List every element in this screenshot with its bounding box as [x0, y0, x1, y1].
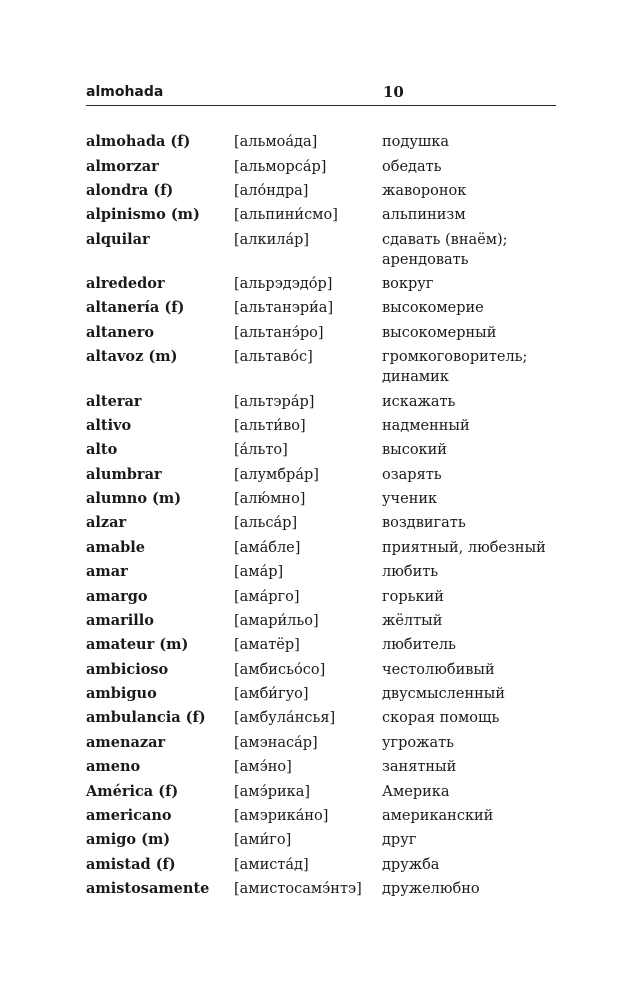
entry-spanish-word: ambicioso	[86, 660, 169, 678]
entry-transcription: [ало́ндра]	[234, 182, 309, 199]
dictionary-entry	[86, 487, 566, 511]
entry-transcription: [амиста́д]	[234, 856, 309, 873]
entry-russian-translation: подушка	[382, 134, 450, 151]
dictionary-entry	[86, 877, 566, 901]
dictionary-entry	[86, 536, 566, 560]
entry-russian-translation: любитель	[382, 637, 456, 654]
entry-transcription: [амби́гуо]	[234, 686, 309, 703]
entry-spanish-word: almohada (f)	[86, 133, 191, 151]
dictionary-entry	[86, 179, 566, 203]
dictionary-entry	[86, 389, 566, 413]
dictionary-entry	[86, 633, 566, 657]
entry-russian-translation: надменный	[382, 417, 470, 434]
entry-transcription: [амистосамэ́нтэ]	[234, 881, 362, 898]
entry-russian-translation: альпинизм	[382, 207, 466, 224]
entry-russian-translation: жёлтый	[382, 612, 443, 629]
entry-spanish-word: ameno	[86, 758, 141, 776]
entry-transcription: [альрэдэдо́р]	[234, 276, 333, 293]
entry-russian-translation: сдавать (внаём); арендовать	[382, 231, 508, 268]
entry-russian-translation: озарять	[382, 466, 442, 483]
dictionary-entry	[86, 296, 566, 320]
dictionary-entry	[86, 779, 566, 803]
entry-russian-translation: высокомерный	[382, 324, 497, 341]
entry-russian-translation: искажать	[382, 393, 456, 410]
entry-transcription: [альтанэри́а]	[234, 300, 334, 317]
entry-transcription: [ама́бле]	[234, 539, 301, 556]
entry-spanish-word: ambiguo	[86, 685, 157, 703]
entry-spanish-word: alumbrar	[86, 465, 162, 483]
dictionary-entry	[86, 463, 566, 487]
entry-transcription: [альтанэ́ро]	[234, 324, 324, 341]
entry-russian-translation: двусмысленный	[382, 686, 506, 703]
entry-transcription: [альмоа́да]	[234, 134, 318, 151]
entry-russian-translation: горький	[382, 588, 444, 605]
entry-spanish-word: altivo	[86, 416, 132, 434]
entry-russian-translation: громкоговоритель; динамик	[382, 349, 528, 386]
entry-spanish-word: alterar	[86, 392, 142, 410]
entry-russian-translation: жаворонок	[382, 182, 467, 199]
entry-russian-translation: Америка	[382, 783, 450, 800]
entry-russian-translation: любить	[382, 564, 439, 581]
entry-spanish-word: alrededor	[86, 275, 165, 293]
dictionary-entry	[86, 828, 566, 852]
entry-russian-translation: честолюбивый	[382, 661, 495, 678]
entry-russian-translation: занятный	[382, 759, 457, 776]
dictionary-entry	[86, 321, 566, 345]
dictionary-entry	[86, 511, 566, 535]
entry-transcription: [а́льто]	[234, 442, 288, 459]
entry-transcription: [алумбра́р]	[234, 466, 319, 483]
entry-transcription: [альти́во]	[234, 417, 306, 434]
dictionary-entry	[86, 203, 566, 227]
entry-transcription: [альса́р]	[234, 515, 298, 532]
entry-transcription: [алкила́р]	[234, 231, 310, 248]
entry-spanish-word: alquilar	[86, 230, 150, 248]
entry-spanish-word: América (f)	[86, 782, 179, 800]
entry-spanish-word: amable	[86, 538, 146, 556]
entry-transcription: [ама́р]	[234, 564, 284, 581]
dictionary-entry	[86, 682, 566, 706]
entry-transcription: [амбула́нсья]	[234, 710, 336, 727]
entry-spanish-word: amenazar	[86, 733, 166, 751]
dictionary-entry	[86, 130, 566, 154]
entry-transcription: [альпини́смо]	[234, 207, 338, 224]
entry-spanish-word: altanería (f)	[86, 299, 185, 317]
entry-transcription: [амари́льо]	[234, 612, 319, 629]
dictionary-entry	[86, 706, 566, 730]
entry-transcription: [ами́го]	[234, 832, 292, 849]
entry-spanish-word: alondra (f)	[86, 181, 174, 199]
entry-russian-translation: вокруг	[382, 276, 434, 293]
dictionary-entry	[86, 755, 566, 779]
entry-spanish-word: amarillo	[86, 611, 154, 629]
entry-transcription: [амэ́рика]	[234, 783, 311, 800]
entry-spanish-word: alumno (m)	[86, 490, 182, 508]
page-number: 10	[383, 83, 404, 101]
dictionary-entry	[86, 272, 566, 296]
dictionary-entry	[86, 584, 566, 608]
entry-spanish-word: alzar	[86, 514, 127, 532]
entry-spanish-word: alto	[86, 441, 118, 459]
running-head-word: almohada	[86, 84, 164, 100]
entry-transcription: [амэнаса́р]	[234, 734, 318, 751]
entry-list	[86, 130, 566, 901]
entry-spanish-word: amistosamente	[86, 880, 210, 898]
dictionary-entry	[86, 658, 566, 682]
entry-spanish-word: amistad (f)	[86, 855, 176, 873]
entry-spanish-word: amigo (m)	[86, 831, 171, 849]
entry-russian-translation: друг	[382, 832, 417, 849]
entry-transcription: [амэ́но]	[234, 759, 292, 776]
entry-russian-translation: ученик	[382, 491, 438, 508]
dictionary-entry	[86, 853, 566, 877]
dictionary-entry	[86, 804, 566, 828]
dictionary-entry	[86, 345, 566, 389]
entry-transcription: [альтэра́р]	[234, 393, 315, 410]
entry-transcription: [альморса́р]	[234, 158, 327, 175]
dictionary-entry	[86, 609, 566, 633]
entry-russian-translation: дружба	[382, 856, 440, 873]
entry-spanish-word: altanero	[86, 323, 155, 341]
entry-transcription: [амэрика́но]	[234, 807, 329, 824]
entry-russian-translation: высокомерие	[382, 300, 484, 317]
entry-transcription: [ама́рго]	[234, 588, 300, 605]
entry-transcription: [амбисьо́со]	[234, 661, 326, 678]
entry-spanish-word: almorzar	[86, 157, 159, 175]
dictionary-entry	[86, 560, 566, 584]
entry-russian-translation: воздвигать	[382, 515, 466, 532]
dictionary-entry	[86, 414, 566, 438]
entry-spanish-word: amargo	[86, 587, 148, 605]
dictionary-entry	[86, 731, 566, 755]
entry-russian-translation: высокий	[382, 442, 447, 459]
entry-transcription: [альтаво́с]	[234, 349, 313, 366]
entry-russian-translation: обедать	[382, 158, 442, 175]
entry-transcription: [аматёр]	[234, 637, 300, 654]
entry-russian-translation: скорая помощь	[382, 710, 500, 727]
dictionary-entry	[86, 438, 566, 462]
entry-spanish-word: ambulancia (f)	[86, 709, 206, 727]
entry-russian-translation: американский	[382, 807, 494, 824]
dictionary-entry	[86, 154, 566, 178]
entry-spanish-word: americano	[86, 806, 172, 824]
running-head	[86, 83, 556, 106]
entry-spanish-word: alpinismo (m)	[86, 206, 200, 224]
entry-spanish-word: amar	[86, 563, 128, 581]
entry-russian-translation: дружелюбно	[382, 881, 480, 898]
entry-spanish-word: amateur (m)	[86, 636, 189, 654]
entry-transcription: [алю́мно]	[234, 491, 306, 508]
entry-russian-translation: приятный, любезный	[382, 539, 546, 556]
entry-russian-translation: угрожать	[382, 734, 455, 751]
dictionary-entry	[86, 228, 566, 272]
entry-spanish-word: altavoz (m)	[86, 348, 178, 366]
